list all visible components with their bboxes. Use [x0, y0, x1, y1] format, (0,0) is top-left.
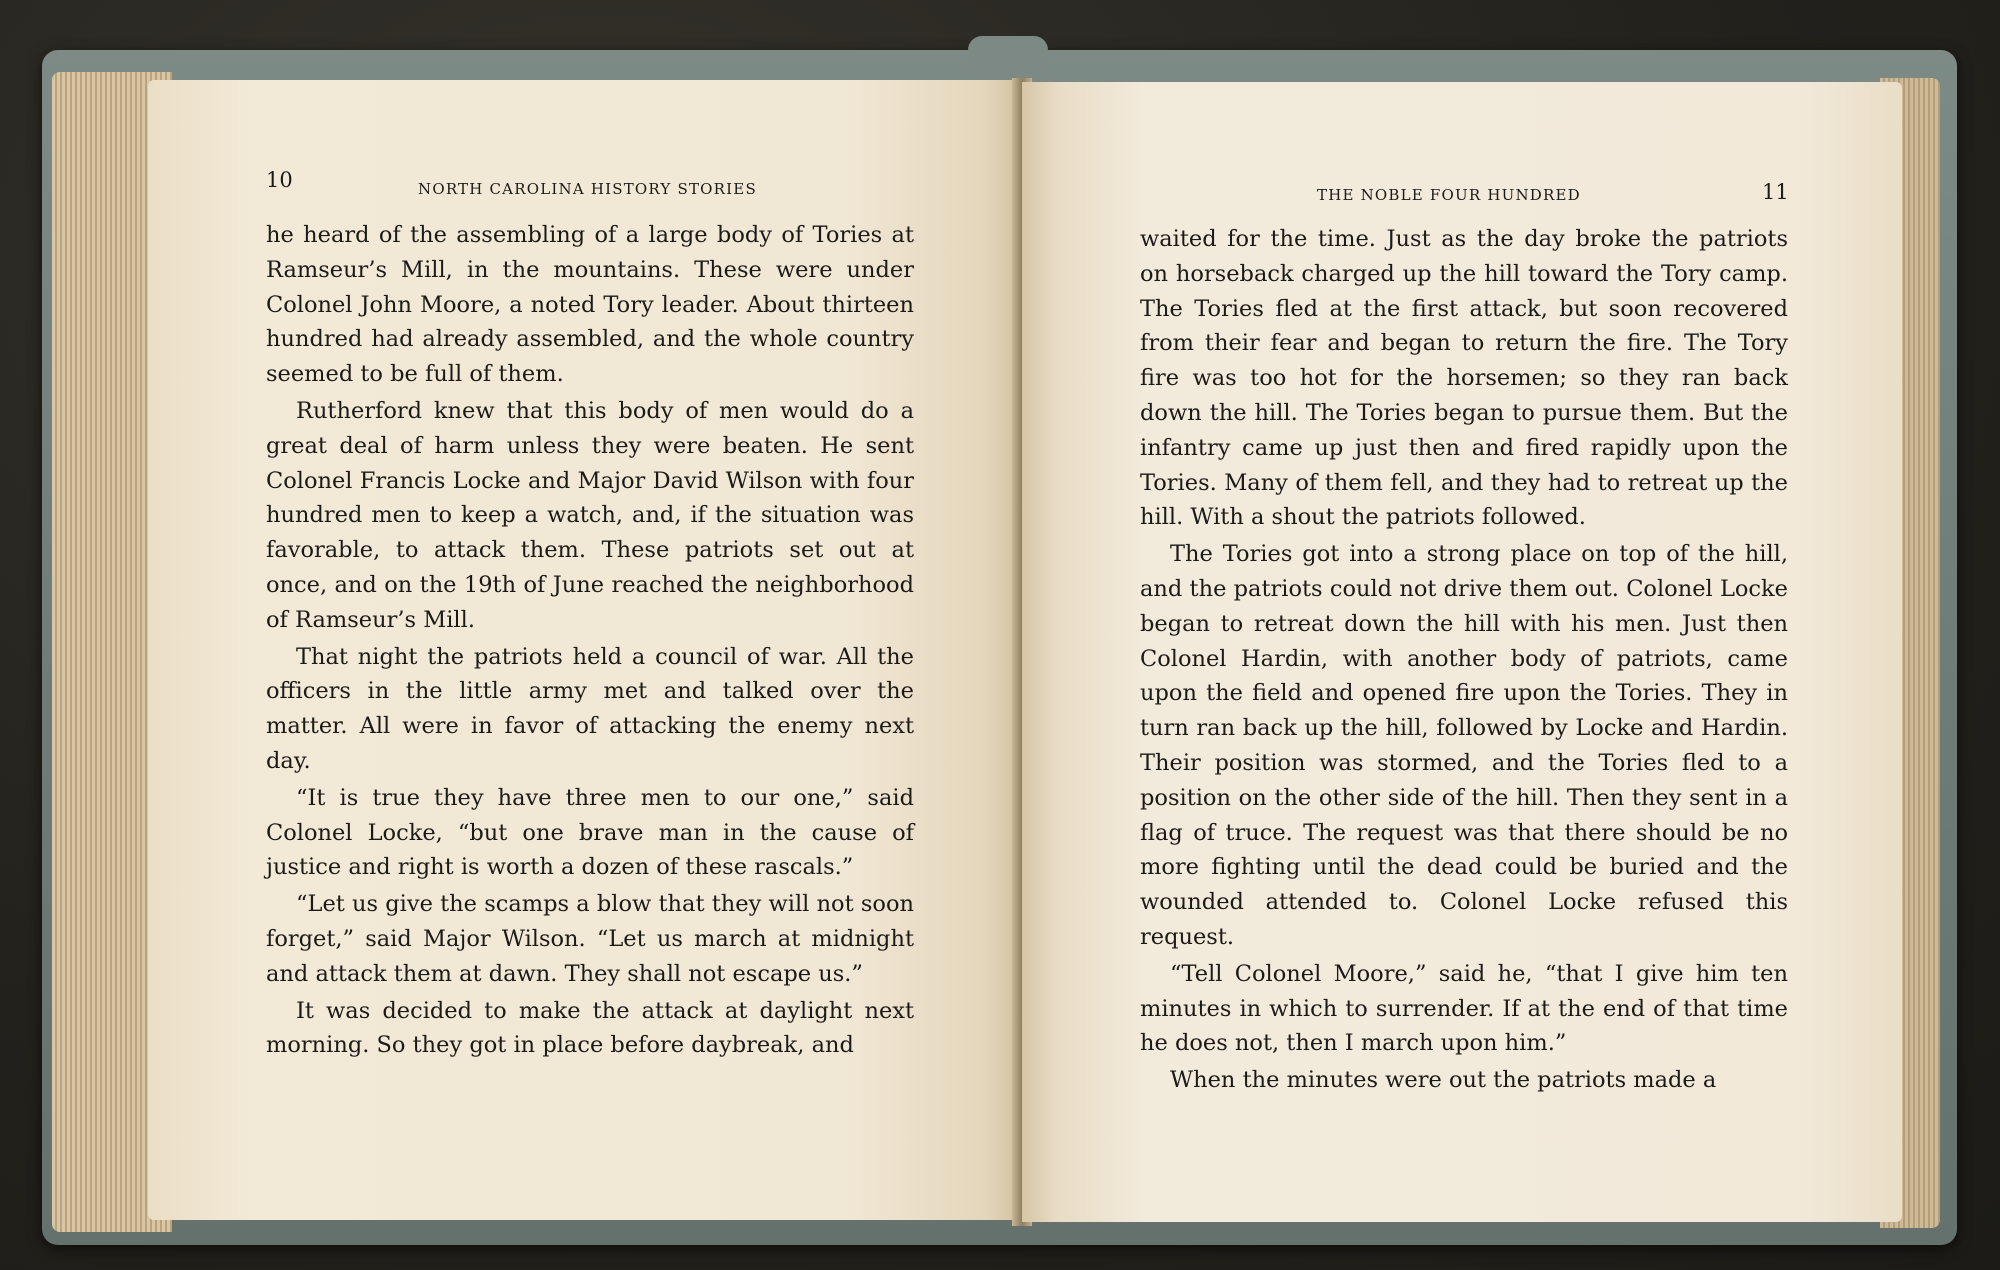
- running-head-left: NORTH CAROLINA HISTORY STORIES: [418, 180, 757, 198]
- paragraph: “It is true they have three men to our one,” said Colonel Locke, “but one brave man in the cause of justice and right is worth a dozen of these rascals.”: [266, 784, 914, 881]
- paragraph: The Tories got into a strong place on top of the hill, and the patriots could not drive them out. Colonel Locke began to retreat down the hill with his men. Just then Colonel Hardin, with another body of patriots, came upon the field and opened fire upon the Tories. They in turn ran back up the hill, followed by Locke and Hardin. Their position was stormed, and the Tories fled to a position on the other side of the hill. Then they sent in a flag of truce. The request was that there should be no more fighting until the dead could be buried and the wounded attended to. Colonel Locke refused this request.: [1140, 541, 1788, 950]
- right-page-text: [1140, 222, 1788, 1098]
- paragraph: It was decided to make the attack at daylight next morning. So they got in place before daybreak, and: [266, 997, 914, 1059]
- paragraph: “Let us give the scamps a blow that they will not soon forget,” said Major Wilson. “Let us march at midnight and attack them at dawn. They shall not escape us.”: [266, 891, 914, 987]
- paragraph: “Tell Colonel Moore,” said he, “that I give him ten minutes in which to surrender. If at the end of that time he does not, then I march upon him.”: [1140, 960, 1788, 1057]
- paragraph: When the minutes were out the patriots made a: [1170, 1067, 1717, 1094]
- right-page: [1022, 82, 1902, 1222]
- paragraph: he heard of the assembling of a large body of Tories at Ramseur’s Mill, in the mountains. These were under Colonel John Moore, a noted Tory leader. About thirteen hundred had already assembled, and the whole country seemed to be full of them.: [266, 222, 914, 388]
- page-number-left: 10: [266, 168, 293, 192]
- left-page: [148, 80, 1020, 1220]
- page-number-right: 11: [1762, 180, 1789, 204]
- paragraph: Rutherford knew that this body of men would do a great deal of harm unless they were beaten. He sent Colonel Francis Locke and Major David Wilson with four hundred men to keep a watch, and, if the situation was favorable, to attack them. These patriots set out at once, and on the 19th of June reached the neighborhood of Ramseur’s Mill.: [266, 397, 914, 633]
- paragraph: waited for the time. Just as the day broke the patriots on horseback charged up the hill toward the Tory camp. The Tories fled at the first attack, but soon recovered from their fear and began to return the fire. The Tory fire was too hot for the horsemen; so they ran back down the hill. The Tories began to pursue them. But the infantry came up just then and fired rapidly upon the Tories. Many of them fell, and they had to retreat up the hill. With a shout the patriots followed.: [1140, 226, 1788, 531]
- running-head-right: THE NOBLE FOUR HUNDRED: [1317, 186, 1581, 204]
- spine-binding: [968, 36, 1048, 76]
- left-page-text: [266, 218, 914, 1063]
- paragraph: That night the patriots held a council of war. All the officers in the little army met and talked over the matter. All were in favor of attacking the enemy next day.: [266, 643, 914, 774]
